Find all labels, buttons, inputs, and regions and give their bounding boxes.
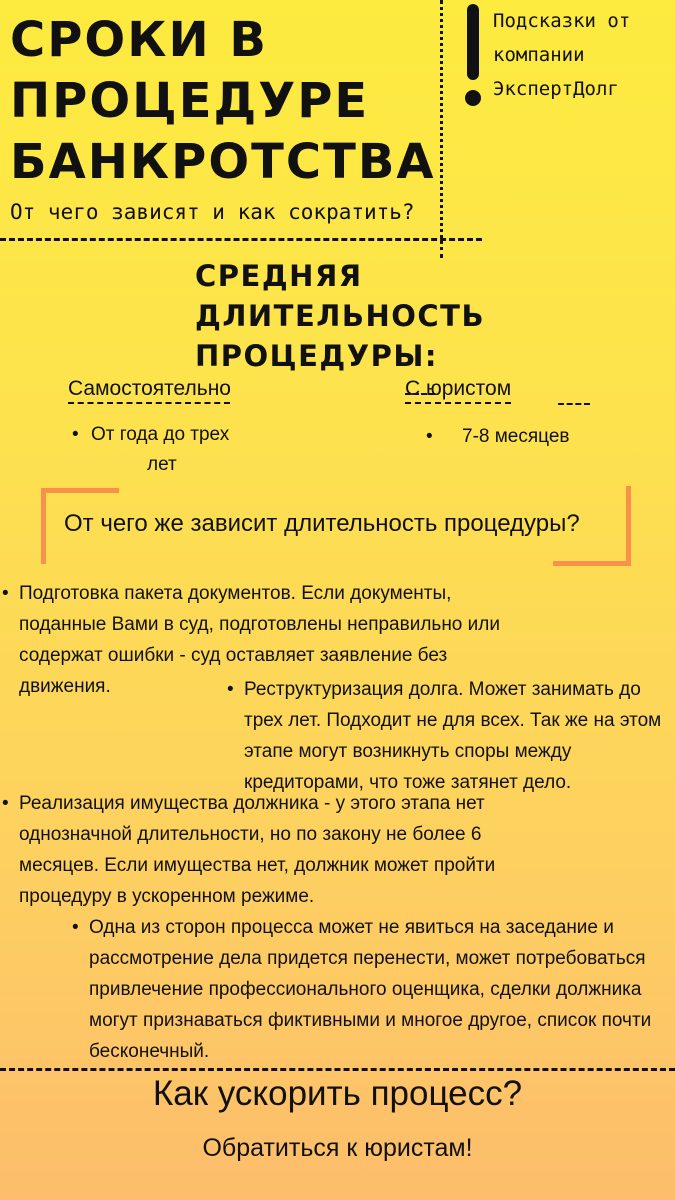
exclamation-icon-dot: [465, 90, 481, 106]
frame-corner-bottom-right: [553, 561, 631, 566]
frame-corner-top-left-vertical: [41, 488, 46, 564]
self-duration-line-2: лет: [147, 454, 177, 475]
factor-item: • Реализация имущества должника - у этого этапа нет однозначной длительности, но по закону не более 6 месяцев. Если имущества нет, должник может пройти процедуру в ускоренном режиме.: [19, 788, 495, 912]
header-horizontal-divider: [0, 238, 482, 241]
lawyer-duration: 7-8 месяцев: [462, 426, 570, 447]
factor-item: • Реструктуризация долга. Может занимать до трех лет. Подходит не для всех. Так же на этом этапе могут возникнуть споры между кредиторами, что тоже затянет дело.: [244, 674, 661, 798]
bullet-icon: •: [72, 917, 79, 938]
tips-caption: Подсказки от компании ЭкспертДолг: [493, 10, 631, 100]
self-label: Самостоятельно: [68, 377, 231, 400]
bullet-icon: •: [72, 424, 79, 445]
footer-divider: [0, 1068, 675, 1071]
lawyer-label: [405, 377, 511, 401]
page-subtitle: От чего зависят и как сократить?: [10, 200, 415, 224]
header-vertical-divider: [440, 0, 443, 258]
lawyer-label-dash-left: [405, 393, 435, 395]
cta-answer: Обратиться к юристам!: [202, 1134, 473, 1162]
bullet-icon: •: [2, 793, 9, 814]
frame-corner-top-left: [41, 488, 119, 493]
factors-question: От чего же зависит длительность процедуры?: [64, 510, 580, 537]
frame-corner-bottom-right-vertical: [626, 486, 631, 566]
lawyer-label-text: С юристом: [405, 377, 512, 400]
page-title: СРОКИ В ПРОЦЕДУРЕ БАНКРОТСТВА: [10, 12, 436, 190]
cta-question: Как ускорить процесс?: [152, 1074, 523, 1113]
factor-item: • Одна из сторон процесса может не явиться на заседание и рассмотрение дела придется перенести, может потребоваться привлечение профессионального оценщика, сделки должника могут признаваться фиктивными и многое другое, список почти бесконечный.: [89, 912, 651, 1067]
factor-item: • Подготовка пакета документов. Если документы, поданные Вами в суд, подготовлены неправильно или содержат ошибки - суд оставляет заявление без движения.: [19, 578, 500, 702]
bullet-icon: •: [426, 426, 433, 447]
lawyer-label-dash-right: [558, 403, 590, 405]
self-duration-line-1: От года до трех: [91, 424, 230, 445]
bullet-icon: •: [2, 583, 9, 604]
exclamation-icon: [467, 4, 479, 80]
average-duration-heading: СРЕДНЯЯ ДЛИТЕЛЬНОСТЬ ПРОЦЕДУРЫ:: [195, 259, 486, 373]
bullet-icon: •: [227, 679, 234, 700]
